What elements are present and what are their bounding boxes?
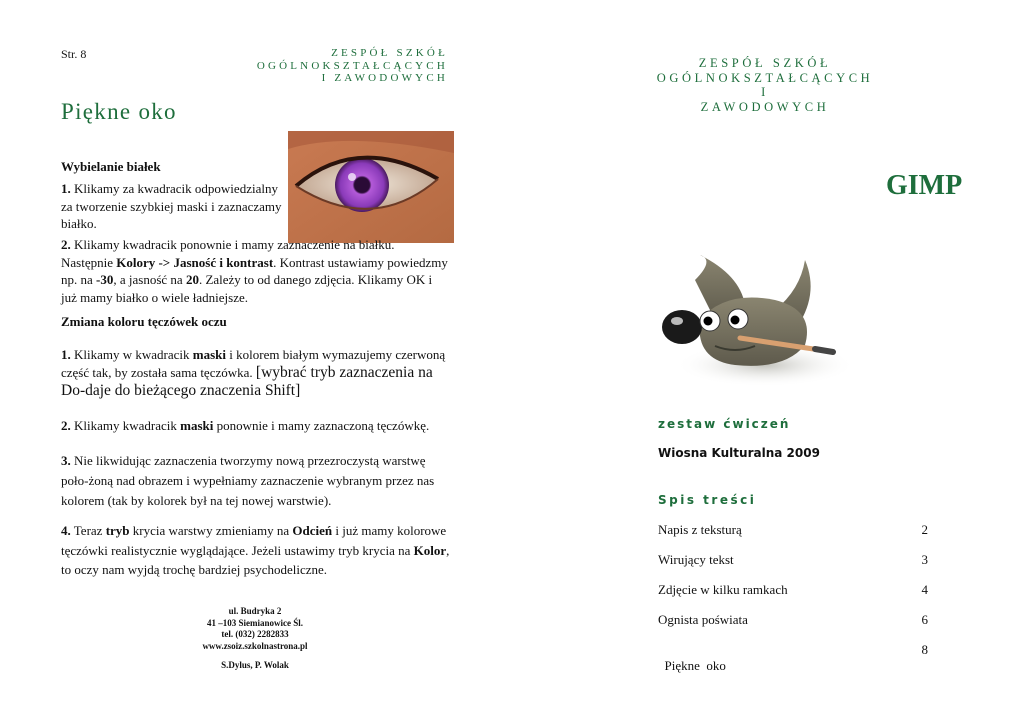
- section-heading: Zmiana koloru tęczówek oczu: [61, 314, 227, 329]
- school-header-line: ZESPÓŁ SZKÓŁ: [698, 56, 832, 70]
- toc-label: Piękne oko: [664, 658, 726, 673]
- para-text: . Zależy to od danego zdjęcia. Klikamy OK i już mamy białko o wiele ładniejsze.: [61, 272, 433, 305]
- eye-image: [288, 131, 454, 243]
- toc-page: 4: [921, 582, 928, 597]
- authors: S.Dylus, P. Wolak: [221, 660, 289, 670]
- mode-term: Kolor: [413, 542, 447, 558]
- step-note: [wybrać tryb zaznaczenia na Do-daje do bieżącego znaczenia Shift]: [61, 364, 433, 399]
- eye-photo: [288, 131, 454, 243]
- toc-page: 6: [921, 612, 928, 627]
- toc-item[interactable]: [658, 642, 928, 690]
- step-number: 4.: [61, 523, 71, 538]
- toc-label: Ognista poświata: [658, 612, 748, 627]
- mask-term: maski: [180, 418, 214, 433]
- contact-footer: [180, 606, 330, 672]
- step-4: [61, 521, 453, 580]
- brightness-value: 20: [185, 272, 199, 287]
- school-header-line: I: [761, 85, 769, 99]
- phone-line: tel. (032) 2282833: [221, 629, 289, 639]
- school-header-line: OGÓLNOKSZTAŁCĄCYCH: [656, 70, 874, 85]
- school-header-right: [640, 56, 890, 114]
- toc-page: 8: [921, 642, 928, 657]
- para-text: , a jasność na: [113, 272, 186, 287]
- step-text: ponownie i mamy zaznaczoną tęczówkę.: [213, 418, 430, 433]
- toc-item[interactable]: [658, 552, 928, 568]
- paragraph-2: [61, 236, 449, 306]
- subtitle: zestaw ćwiczeń: [658, 417, 791, 431]
- cover-title: GIMP: [886, 170, 963, 201]
- para-number: 1.: [61, 181, 71, 196]
- gimp-mascot-logo: [655, 250, 855, 395]
- contrast-value: -30: [96, 272, 114, 287]
- toc-item[interactable]: [658, 582, 928, 598]
- step-text: , to oczy nam wyjdą trochę bardziej psychodeliczne.: [61, 542, 450, 577]
- toc-title: Spis treści: [658, 493, 757, 507]
- toc-label: Wirujący tekst: [658, 552, 734, 567]
- mask-term: maski: [192, 347, 227, 362]
- step-3: [61, 451, 453, 511]
- step-2: [61, 417, 451, 435]
- address-line: 41 –103 Siemianowice Śl.: [207, 617, 303, 628]
- toc-item[interactable]: [658, 612, 928, 628]
- toc-page: 3: [921, 552, 928, 567]
- step-text: Klikamy kwadracik: [74, 418, 181, 433]
- school-header-line: ZESPÓŁ SZKÓŁ: [331, 47, 448, 59]
- para-text: . Kontrast ustawiamy powiedzmy np. na: [61, 254, 448, 287]
- step-1: [61, 346, 451, 400]
- step-text: Nie likwidując zaznaczenia tworzymy nową przezroczystą warstwę poło-żoną nad obrazem i wypełniamy zaznaczenie wybranym przez nas kolorem (tak by kolorek był na tej nowej warstwie).: [61, 453, 435, 508]
- step-number: 2.: [61, 418, 71, 433]
- school-header-line: ZAWODOWYCH: [700, 99, 830, 114]
- step-text: Klikamy w kwadracik: [74, 347, 193, 362]
- page-number: Str. 8: [61, 47, 87, 61]
- para-text: Klikamy za kwadracik odpowiedzialny za tworzenie szybkiej maski i zaznaczamy białko.: [61, 181, 282, 231]
- gimp-mascot-icon: [655, 250, 855, 395]
- section-heading: Wybielanie białek: [61, 159, 161, 174]
- step-number: 1.: [61, 347, 71, 362]
- mode-term: tryb: [105, 523, 130, 538]
- toc-label: Napis z teksturą: [658, 522, 742, 537]
- website-link[interactable]: www.zsoiz.szkolnastrona.pl: [202, 640, 308, 651]
- address-line: ul. Budryka 2: [228, 606, 282, 616]
- step-text: krycia warstwy zmieniamy na: [129, 523, 293, 538]
- step-number: 3.: [61, 453, 71, 468]
- paragraph-1: [61, 180, 283, 233]
- school-header-line: OGÓLNOKSZTAŁCĄCYCH: [256, 59, 448, 72]
- toc-item[interactable]: [658, 522, 928, 538]
- article-title: Piękne oko: [61, 99, 177, 124]
- menu-path: Kolory -> Jasność i kontrast: [116, 254, 274, 270]
- para-number: 2.: [61, 237, 71, 252]
- toc-page: 2: [921, 522, 928, 537]
- step-text: i kolorem białym wymazujemy czerwoną część tak, by została sama tęczówka.: [61, 347, 446, 380]
- mode-term: Odcień: [292, 523, 333, 538]
- step-text: i już mamy kolorowe tęczówki realistycznie wyglądające. Jeżeli ustawimy tryb krycia na: [61, 523, 447, 558]
- school-header-line: I ZAWODOWYCH: [321, 72, 448, 84]
- event-name: Wiosna Kulturalna 2009: [658, 446, 820, 460]
- school-header-left: [240, 47, 448, 85]
- para-text: Klikamy kwadracik ponownie i mamy zaznaczenie na białku. Następnie: [61, 237, 395, 270]
- step-text: Teraz: [73, 523, 106, 538]
- toc-label: Zdjęcie w kilku ramkach: [658, 582, 788, 597]
